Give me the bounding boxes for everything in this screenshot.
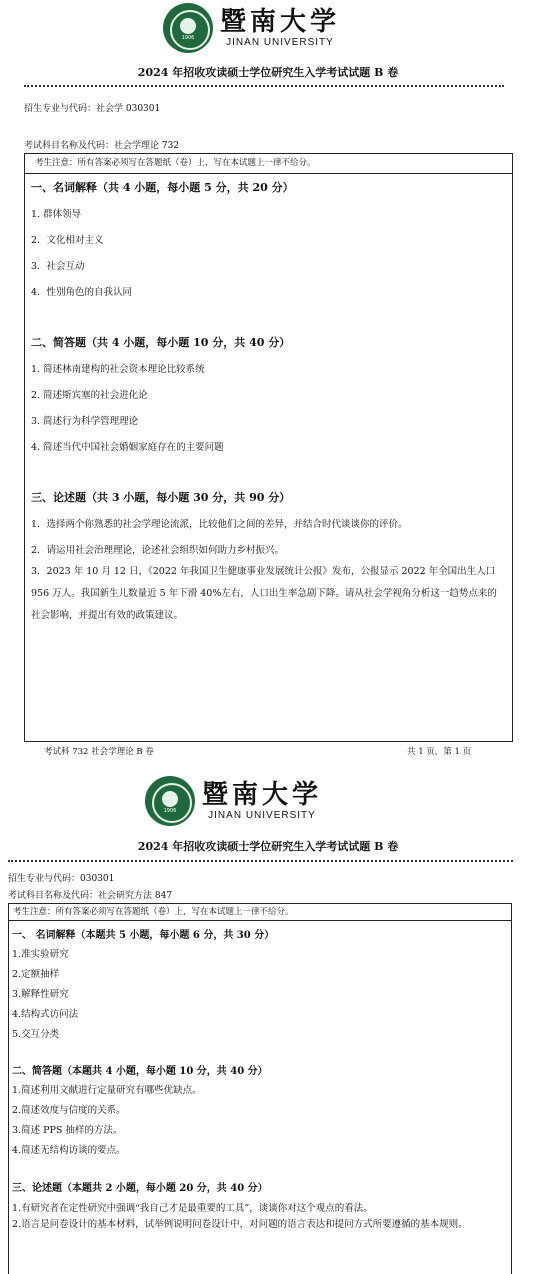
section-title: 三、论述题（本题共 2 小题，每小题 20 分，共 40 分） [12,1183,268,1194]
exam-page-2 [0,770,536,1266]
exam-notice: 考生注意：所有答案必须写在答题纸（卷）上，写在本试题上一律不给分。 [9,904,511,921]
subject-code: 考试科目名称及代码：社会学理论 732 [24,141,180,151]
page-footer-left: 考试科 732 社会学理论 B 卷 [44,747,154,757]
page-footer-right: 共 1 页，第 1 页 [407,747,472,757]
question-item: 2．文化相对主义 [31,235,104,246]
major-code: 招生专业与代码：社会学 030301 [24,104,161,114]
section-title: 三、论述题（共 3 小题，每小题 30 分，共 90 分） [31,491,291,504]
university-name-cn: 暨南大学 [220,7,341,37]
question-item: 4. 简述当代中国社会婚姻家庭存在的主要问题 [31,442,224,453]
star-divider [8,860,513,862]
question-item: 1. 群体领导 [31,209,82,220]
section-title: 二、简答题（本题共 4 小题，每小题 10 分，共 40 分） [12,1066,268,1077]
question-item: 4.简述无结构访谈的要点。 [12,1145,126,1156]
question-item: 3.简述 PPS 抽样的方法。 [12,1125,123,1136]
subject-code: 考试科目名称及代码：社会研究方法 847 [8,891,173,901]
question-item: 2.语言是问卷设计的基本材料，试举例说明问卷设计中，对问题的语言表达和提问方式所要遵循的基本规则。 [12,1219,468,1230]
question-item: 3. 简述行为科学管理理论 [31,416,139,427]
section-title: 一、 名词解释（本题共 5 小题，每小题 6 分，共 30 分） [12,930,275,941]
question-item: 1.有研究者在定性研究中强调“我自己才是最重要的工具”，谈谈你对这个观点的看法。 [12,1203,373,1214]
question-item: 4.结构式访问法 [12,1009,79,1020]
star-divider [24,85,504,87]
question-item: 3.解释性研究 [12,989,69,1000]
university-logo [163,3,340,53]
university-name-cn: 暨南大学 [202,780,323,810]
question-item: 3．2023 年 10 月 12 日，《2022 年我国卫生健康事业发展统计公报》发布，公报显示 2022 年全国出生人口 956 万人。我国新生儿数量近 5 年下滑 40%左右，人口出生率急剧下降。请从社会学视角分析这一趋势点来的社会影响，并提出有效的政策建议。 [31,566,497,621]
university-seal-icon: 1906 [163,3,213,53]
question-item: 1.简述利用文献进行定量研究有哪些优缺点。 [12,1085,202,1096]
section-title: 一、名词解释（共 4 小题，每小题 5 分，共 20 分） [31,181,294,194]
question-box [8,903,512,1274]
university-logo [145,776,322,826]
question-item: 1．选择两个你熟悉的社会学理论流派，比较他们之间的差异，并结合时代谈谈你的评价。 [31,519,408,530]
section-title: 二、简答题（共 4 小题，每小题 10 分，共 40 分） [31,336,291,349]
question-item: 2. 简述斯宾塞的社会进化论 [31,390,148,401]
question-box [24,153,513,742]
question-item: 1.准实验研究 [12,949,69,960]
question-item: 5.交互分类 [12,1029,60,1040]
question-item: 2.定额抽样 [12,969,60,980]
question-item: 1. 简述林南建构的社会资本理论比较系统 [31,364,205,375]
question-item: 2．请运用社会治理理论，论述社会组织如何助力乡村振兴。 [31,545,285,556]
question-item: 3．社会互动 [31,261,85,272]
university-name-en: JINAN UNIVERSITY [226,37,334,48]
question-item: 4．性别角色的自我认同 [31,287,133,298]
exam-notice: 考生注意：所有答案必须写在答题纸（卷）上，写在本试题上一律不给分。 [25,154,512,174]
question-item: 2.简述效度与信度的关系。 [12,1105,126,1116]
university-seal-icon: 1906 [145,776,195,826]
major-code: 招生专业与代码：030301 [8,874,115,884]
exam-title: 2024 年招收攻读硕士学位研究生入学考试试题 B 卷 [137,840,399,853]
university-name-en: JINAN UNIVERSITY [208,810,316,821]
exam-title: 2024 年招收攻读硕士学位研究生入学考试试题 B 卷 [137,66,399,79]
